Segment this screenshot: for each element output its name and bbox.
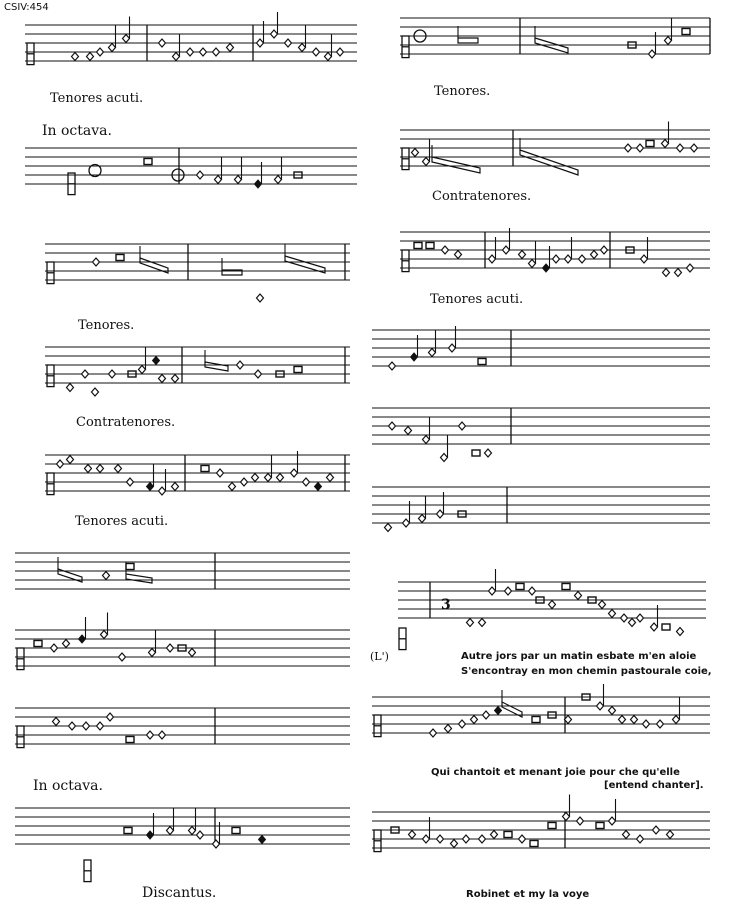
diamond-note	[285, 39, 292, 47]
meter-mark: 3	[441, 597, 451, 613]
caption-tenores-acuti-3: Tenores acuti.	[430, 292, 524, 307]
diamond-note	[271, 30, 278, 38]
square-note	[201, 466, 209, 472]
diamond-note	[257, 39, 264, 47]
filled-note	[411, 353, 418, 361]
caption-contratenores-2: Contratenores.	[432, 189, 532, 204]
diamond-note	[403, 519, 410, 527]
diamond-note	[455, 251, 462, 259]
square-note	[34, 641, 42, 647]
diamond-note	[139, 366, 146, 374]
diamond-note	[187, 48, 194, 56]
ligature	[205, 362, 228, 371]
filled-note	[259, 836, 266, 844]
diamond-note	[423, 158, 430, 166]
caption-tenores-2: Tenores.	[434, 84, 491, 99]
diamond-note	[85, 465, 92, 473]
diamond-note	[97, 48, 104, 56]
caption-in-octava-2: In octava.	[33, 778, 103, 794]
diamond-note	[389, 422, 396, 430]
diamond-note	[445, 725, 452, 733]
diamond-note	[200, 48, 207, 56]
diamond-note	[277, 474, 284, 482]
diamond-note	[83, 722, 90, 730]
diamond-note	[643, 720, 650, 728]
diamond-note	[189, 827, 196, 835]
diamond-note	[653, 826, 660, 834]
diamond-note	[651, 623, 658, 631]
diamond-note	[489, 587, 496, 595]
diamond-note	[167, 827, 174, 835]
diamond-note	[127, 478, 134, 486]
square-note	[232, 828, 240, 834]
diamond-note	[115, 465, 122, 473]
diamond-note	[631, 716, 638, 724]
filled-note	[495, 707, 502, 715]
diamond-note	[442, 246, 449, 254]
diamond-note	[563, 813, 570, 821]
diamond-note	[529, 587, 536, 595]
diamond-note	[189, 649, 196, 657]
diamond-note	[57, 460, 64, 468]
square-note	[126, 737, 134, 743]
filled-note	[147, 831, 154, 839]
diamond-note	[101, 631, 108, 639]
diamond-note	[227, 44, 234, 52]
square-note	[144, 159, 152, 165]
diamond-note	[147, 731, 154, 739]
diamond-note	[97, 465, 104, 473]
diamond-note	[109, 44, 116, 52]
diamond-note	[159, 731, 166, 739]
square-note	[562, 584, 570, 590]
diamond-note	[637, 614, 644, 622]
square-note	[426, 243, 434, 249]
diamond-note	[479, 619, 486, 627]
diamond-note	[609, 817, 616, 825]
diamond-note	[327, 474, 334, 482]
diamond-note	[419, 515, 426, 523]
diamond-note	[265, 474, 272, 482]
diamond-note	[423, 436, 430, 444]
diamond-note	[423, 835, 430, 843]
diamond-note	[549, 601, 556, 609]
diamond-note	[72, 53, 79, 61]
diamond-note	[601, 246, 608, 254]
diamond-note	[197, 171, 204, 179]
square-note	[126, 564, 134, 570]
square-note	[530, 841, 538, 847]
diamond-note	[87, 53, 94, 61]
caption-contratenores-1: Contratenores.	[76, 415, 176, 430]
diamond-note	[637, 144, 644, 152]
ligature	[458, 38, 478, 43]
diamond-note	[67, 384, 74, 392]
lyric-line-2: S'encontray en mon chemin pastourale coie,	[461, 666, 712, 677]
diamond-note	[441, 454, 448, 462]
diamond-note	[51, 644, 58, 652]
square-note	[116, 255, 124, 261]
diamond-note	[479, 835, 486, 843]
diamond-note	[313, 48, 320, 56]
diamond-note	[215, 176, 222, 184]
diamond-note	[69, 722, 76, 730]
diamond-note	[483, 711, 490, 719]
diamond-note	[257, 294, 264, 302]
diamond-note	[505, 587, 512, 595]
diamond-note	[82, 370, 89, 378]
lyric-line-3: Qui chantoit et menant joie pour che qu'elle	[431, 767, 680, 778]
diamond-note	[489, 255, 496, 263]
filled-note	[147, 483, 154, 491]
square-note	[504, 832, 512, 838]
diamond-note	[97, 722, 104, 730]
square-note	[294, 367, 302, 373]
diamond-note	[662, 140, 669, 148]
diamond-note	[119, 653, 126, 661]
diamond-note	[649, 50, 656, 58]
diamond-note	[609, 610, 616, 618]
diamond-note	[159, 487, 166, 495]
diamond-note	[471, 716, 478, 724]
diamond-note	[565, 255, 572, 263]
diamond-note	[675, 269, 682, 277]
diamond-note	[449, 344, 456, 352]
diamond-note	[109, 370, 116, 378]
diamond-note	[275, 176, 282, 184]
diamond-note	[429, 349, 436, 357]
diamond-note	[485, 449, 492, 457]
diamond-note	[687, 264, 694, 272]
diamond-note	[673, 716, 680, 724]
diamond-note	[623, 831, 630, 839]
diamond-note	[677, 628, 684, 636]
diamond-note	[609, 707, 616, 715]
diamond-note	[107, 713, 114, 721]
filled-note	[543, 264, 550, 272]
lyric-line-4: [entend chanter].	[604, 780, 704, 791]
diamond-note	[252, 474, 259, 482]
diamond-note	[325, 53, 332, 61]
diamond-note	[412, 149, 419, 157]
diamond-note	[553, 255, 560, 263]
diamond-note	[691, 144, 698, 152]
square-note	[662, 624, 670, 630]
diamond-note	[53, 718, 60, 726]
diamond-note	[491, 831, 498, 839]
diamond-note	[255, 370, 262, 378]
diamond-note	[197, 831, 204, 839]
square-note	[414, 243, 422, 249]
filled-note	[315, 483, 322, 491]
diamond-note	[619, 716, 626, 724]
diamond-note	[385, 524, 392, 532]
filled-note	[79, 635, 86, 643]
diamond-note	[451, 840, 458, 848]
diamond-note	[621, 614, 628, 622]
diamond-note	[430, 729, 437, 737]
diamond-note	[67, 456, 74, 464]
square-note	[124, 828, 132, 834]
diamond-note	[467, 619, 474, 627]
diamond-note	[629, 619, 636, 627]
diamond-note	[591, 251, 598, 259]
diamond-note	[437, 510, 444, 518]
filled-note	[153, 357, 160, 365]
diamond-note	[241, 478, 248, 486]
diamond-note	[389, 362, 396, 370]
diamond-note	[291, 469, 298, 477]
diamond-note	[159, 375, 166, 383]
diamond-note	[665, 37, 672, 45]
square-note	[478, 359, 486, 365]
diamond-note	[213, 840, 220, 848]
diamond-note	[337, 48, 344, 56]
square-note	[532, 717, 540, 723]
diamond-note	[529, 260, 536, 268]
diamond-note	[519, 835, 526, 843]
diamond-note	[149, 649, 156, 657]
diamond-note	[217, 469, 224, 477]
lyric-line-1: Autre jors par un matin esbate m'en aloie	[461, 651, 697, 662]
square-note	[682, 29, 690, 35]
diamond-note	[597, 702, 604, 710]
caption-tenores-acuti-1: Tenores acuti.	[50, 91, 144, 106]
diamond-note	[663, 269, 670, 277]
diamond-note	[519, 251, 526, 259]
diamond-note	[579, 255, 586, 263]
diamond-note	[213, 48, 220, 56]
diamond-note	[677, 144, 684, 152]
diamond-note	[459, 720, 466, 728]
ligature	[126, 574, 152, 583]
diamond-note	[63, 640, 70, 648]
diamond-note	[463, 835, 470, 843]
caption-tenores-1: Tenores.	[78, 318, 135, 333]
diamond-note	[299, 44, 306, 52]
caption-discantus: Discantus.	[142, 885, 217, 901]
ligature	[432, 157, 480, 173]
diamond-note	[92, 388, 99, 396]
diamond-note	[123, 35, 130, 43]
diamond-note	[575, 592, 582, 600]
diamond-note	[229, 483, 236, 491]
diamond-note	[599, 601, 606, 609]
diamond-note	[437, 835, 444, 843]
document-code: CSIV:454	[4, 2, 49, 13]
diamond-note	[641, 255, 648, 263]
section-mark: (L')	[370, 650, 389, 663]
square-note	[596, 823, 604, 829]
diamond-note	[167, 644, 174, 652]
diamond-note	[625, 144, 632, 152]
diamond-note	[637, 835, 644, 843]
diamond-note	[577, 817, 584, 825]
diamond-note	[172, 375, 179, 383]
diamond-note	[405, 427, 412, 435]
caption-in-octava-1: In octava.	[42, 123, 112, 139]
square-note	[548, 823, 556, 829]
diamond-note	[93, 258, 100, 266]
diamond-note	[172, 483, 179, 491]
diamond-note	[103, 572, 110, 580]
diamond-note	[503, 246, 510, 254]
square-note	[516, 584, 524, 590]
ligature	[520, 150, 578, 175]
diamond-note	[173, 53, 180, 61]
diamond-note	[657, 720, 664, 728]
square-note	[472, 450, 480, 456]
diamond-note	[237, 361, 244, 369]
diamond-note	[303, 478, 310, 486]
square-note	[646, 141, 654, 147]
diamond-note	[409, 831, 416, 839]
caption-robinet: Robinet et my la voye	[466, 889, 590, 900]
diamond-note	[159, 39, 166, 47]
diamond-note	[235, 176, 242, 184]
caption-tenores-acuti-2: Tenores acuti.	[75, 514, 169, 529]
filled-note	[255, 180, 262, 188]
diamond-note	[459, 422, 466, 430]
diamond-note	[667, 831, 674, 839]
